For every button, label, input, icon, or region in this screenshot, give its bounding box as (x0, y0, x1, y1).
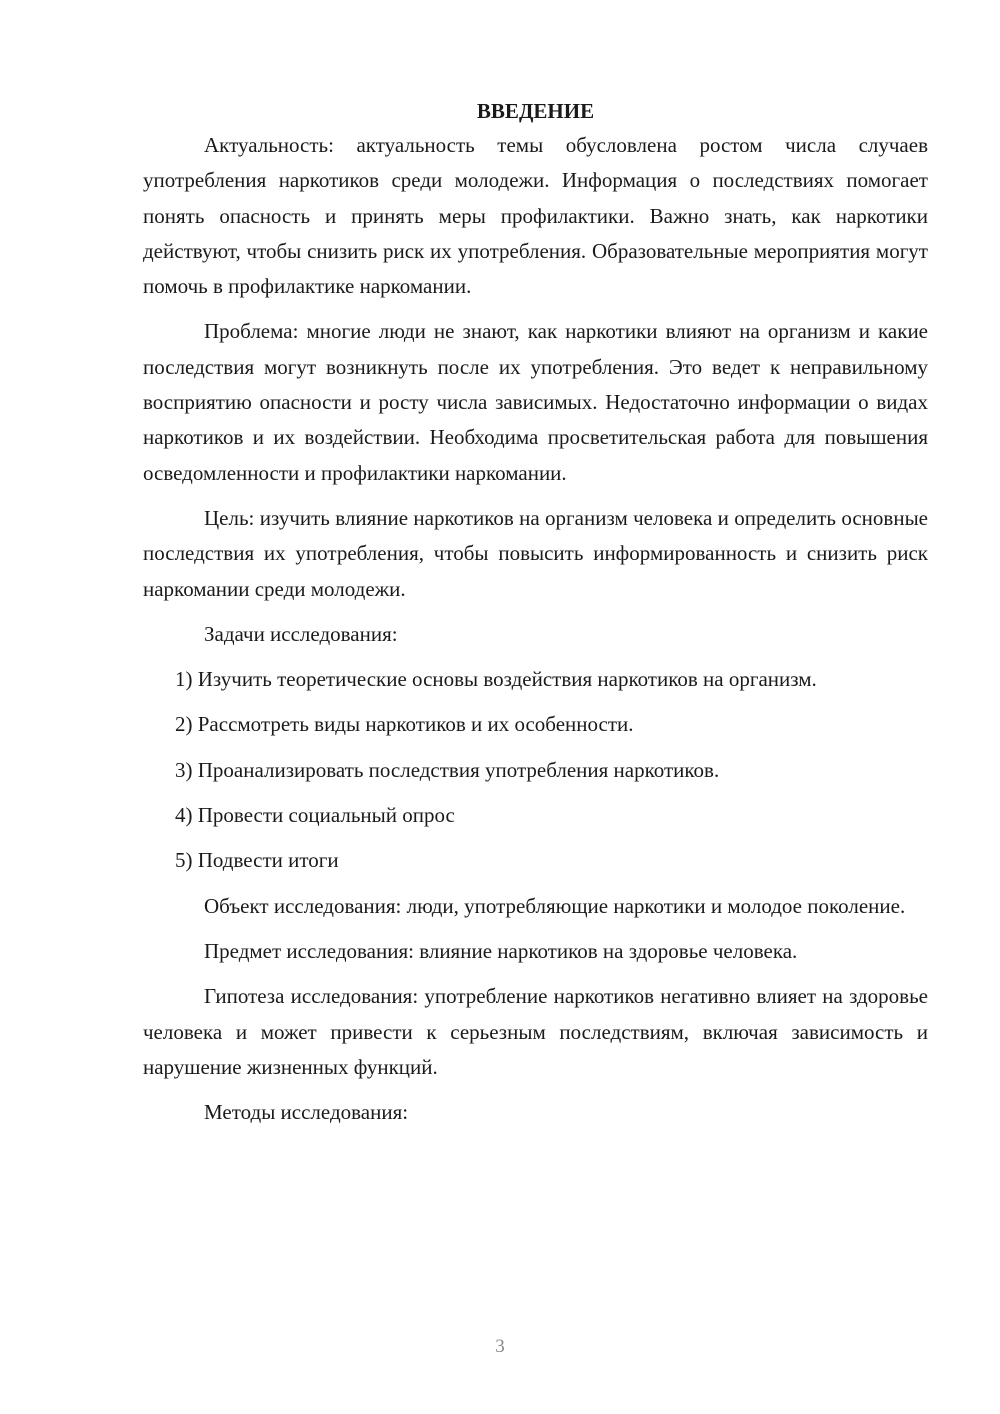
paragraph-relevance: Актуальность: актуальность темы обусловлена ростом числа случаев употребления наркотиков среди молодежи. Информация о последствиях помогает понять опасность и принять меры профилактики. Важно знать, как наркотики действуют, чтобы снизить риск их употребления. Образовательные мероприятия могут помочь в профилактике наркомании. (143, 133, 928, 299)
task-item: 5) Подвести итоги (175, 848, 339, 873)
paragraph-problem: Проблема: многие люди не знают, как наркотики влияют на организм и какие последствия могут возникнуть после их употребления. Это ведет к неправильному восприятию опасности и росту числа зависимых. Недостаточно информации о видах наркотиков и их воздействии. Необходима просветительская работа для повышения осведомленности и профилактики наркомании. (143, 319, 928, 485)
task-item: 3) Проанализировать последствия употребления наркотиков. (175, 757, 720, 782)
document-page (143, 96, 928, 1130)
task-item: 2) Рассмотреть виды наркотиков и их особенности. (175, 712, 634, 737)
page-number: 3 (495, 1336, 505, 1357)
tasks-list (143, 662, 928, 878)
task-item: 1) Изучить теоретические основы воздействия наркотиков на организм. (175, 667, 817, 692)
paragraph-subject: Предмет исследования: влияние наркотиков на здоровье человека. (204, 938, 798, 963)
paragraph-goal: Цель: изучить влияние наркотиков на организм человека и определить основные последствия их употребления, чтобы повысить информированность и снизить риск наркомании среди молодежи. (143, 505, 928, 601)
tasks-heading: Задачи исследования: (204, 621, 398, 646)
section-title: ВВЕДЕНИЕ (476, 99, 595, 123)
paragraph-hypothesis: Гипотеза исследования: употребление наркотиков негативно влияет на здоровье человека и может привести к серьезным последствиям, включая зависимость и нарушение жизненных функций. (143, 984, 928, 1079)
paragraph-object: Объект исследования: люди, употребляющие наркотики и молодое поколение. (204, 893, 906, 918)
task-item: 4) Провести социальный опрос (175, 803, 455, 828)
methods-heading: Методы исследования: (204, 1100, 409, 1125)
